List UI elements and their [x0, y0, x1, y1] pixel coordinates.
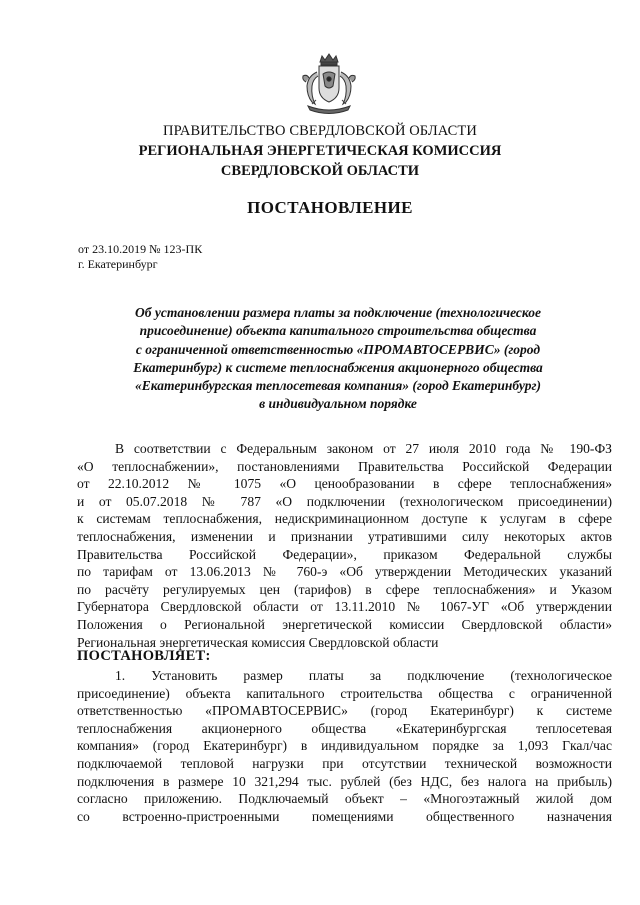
commission-name: РЕГИОНАЛЬНАЯ ЭНЕРГЕТИЧЕСКАЯ КОМИССИЯ [138, 143, 502, 159]
preamble-line: к системам теплоснабжения, недискриминационном доступе к услугам в сфере [77, 511, 612, 527]
item-1-line: присоединение) объекта капитального строительства общества с ограниченной [77, 685, 612, 701]
item-1-line: подключения в размере 10 321,294 тыс. рублей (без НДС, без налога на прибыль) [77, 773, 612, 789]
item-1-line: теплоснабжения акционерного общества «Екатеринбургская теплосетевая [77, 720, 612, 736]
preamble-line: Губернатора Свердловской области от 13.11.2010 № 1067-УГ «Об утверждении [77, 599, 612, 615]
preamble-line: теплоснабжения, изменении и признании утратившими силу некоторых актов [77, 528, 612, 544]
item-1-paragraph [77, 667, 612, 825]
preamble-line: от 22.10.2012 № 1075 «О ценообразовании в сфере теплоснабжения» [77, 476, 612, 492]
subject-line: с ограниченной ответственностью «ПРОМАВТОСЕРВИС» (город [135, 341, 541, 357]
item-1-line: 1. Установить размер платы за подключение (технологическое [115, 668, 612, 683]
document-date-number: от 23.10.2019 № 123-ПК [78, 242, 203, 256]
item-1-line: со встроенно-пристроенными помещениями общественного назначения [77, 808, 612, 824]
resolve-heading: ПОСТАНОВЛЯЕТ: [77, 648, 211, 664]
subject-line: присоединение) объекта капитального строительства общества [139, 323, 537, 339]
document-city: г. Екатеринбург [78, 257, 158, 271]
subject-line: Об установлении размера платы за подключение (технологическое [135, 305, 541, 320]
preamble-line: Региональная энергетическая комиссия Свердловской области [77, 634, 439, 650]
item-1-line: подключаемой тепловой нагрузки при отсутствии технической возможности [77, 755, 612, 771]
document-title: ПОСТАНОВЛЕНИЕ [247, 198, 413, 217]
preamble-paragraph [77, 440, 612, 651]
preamble-line: В соответствии с Федеральным законом от 27 июля 2010 года № 190-ФЗ [115, 441, 612, 456]
preamble-line: и от 05.07.2018 № 787 «О подключении (технологическом присоединении) [77, 493, 612, 509]
item-1-line: согласно приложению. Подключаемый объект – «Многоэтажный жилой дом [77, 791, 612, 807]
subject-line: «Екатеринбургская теплосетевая компания» (город Екатеринбург) [135, 378, 541, 394]
preamble-line: «О теплоснабжении», постановлениями Правительства Российской Федерации [77, 458, 612, 474]
government-name: ПРАВИТЕЛЬСТВО СВЕРДЛОВСКОЙ ОБЛАСТИ [163, 123, 477, 139]
subject-line: Екатеринбург) к системе теплоснабжения акционерного общества [133, 359, 543, 375]
sverdlovsk-coat-of-arms-icon [298, 52, 360, 118]
item-1-line: компания» (город Екатеринбург) в индивидуальном порядке за 1,093 Гкал/час [77, 738, 612, 754]
document-subject [100, 304, 576, 414]
preamble-line: Правительства Российской Федерации», приказом Федеральной службы [77, 546, 612, 562]
subject-line: в индивидуальном порядке [259, 396, 417, 412]
preamble-line: Положения о Региональной энергетической комиссии Свердловской области» [77, 616, 612, 632]
item-1-line: ответственностью «ПРОМАВТОСЕРВИС» (город Екатеринбург) к системе [77, 703, 612, 719]
commission-region: СВЕРДЛОВСКОЙ ОБЛАСТИ [220, 163, 420, 179]
preamble-line: по тарифам от 13.06.2013 № 760-э «Об утверждении Методических указаний [77, 564, 612, 580]
preamble-line: по расчёту регулируемых цен (тарифов) в сфере теплоснабжения» и Указом [77, 581, 612, 597]
